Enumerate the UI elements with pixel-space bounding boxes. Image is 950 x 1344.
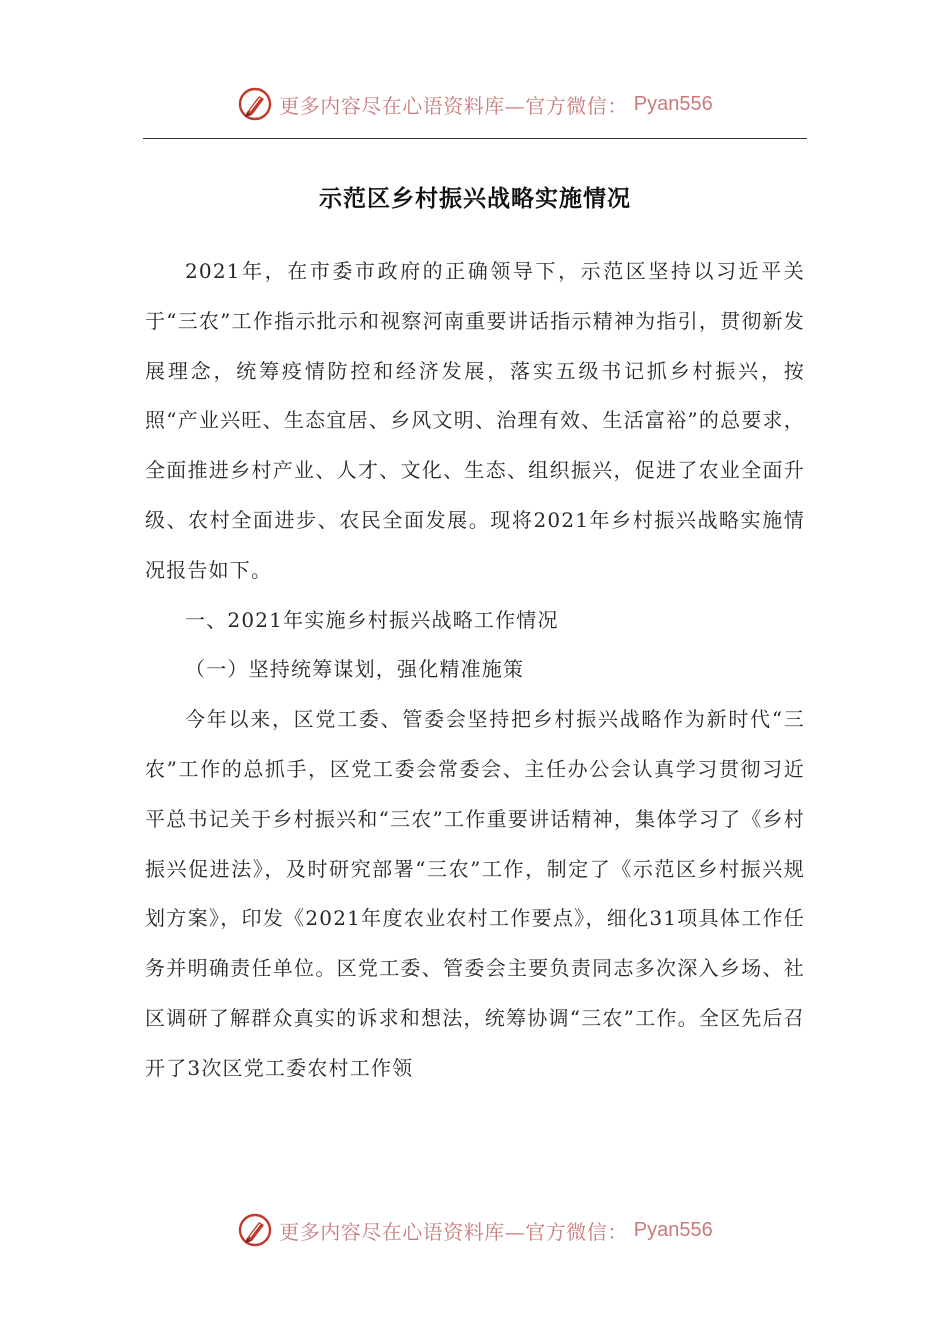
section-heading: 一、2021年实施乡村振兴战略工作情况 (185, 607, 559, 632)
fountain-pen-logo-icon (237, 86, 273, 122)
paragraph-intro: 2021年，在市委市政府的正确领导下，示范区坚持以习近平关于“三农”工作指示批示和视察河南重要讲话指示精神为指引，贯彻新发展理念，统筹疫情防控和经济发展，落实五级书记抓乡村振兴，按照“产业兴旺、生态宜居、乡风文明、治理有效、生活富裕”的总要求，全面推进乡村产业、人才、文化、生态、组织振兴，促进了农业全面升级、农村全面进步、农民全面发展。现将2021年乡村振兴战略实施情况报告如下。 (145, 259, 805, 582)
footer-banner-text: 更多内容尽在心语资料库—官方微信： (279, 1219, 628, 1244)
fountain-pen-logo-icon (237, 1212, 273, 1248)
footer-wechat-id: Pyan556 (633, 1218, 713, 1241)
header-banner (0, 82, 950, 126)
header-divider (143, 138, 807, 139)
footer-banner (0, 1208, 950, 1252)
paragraph-body: 今年以来，区党工委、管委会坚持把乡村振兴战略作为新时代“三农”工作的总抓手，区党工委会常委会、主任办公会认真学习贯彻习近平总书记关于乡村振兴和“三农”工作重要讲话精神，集体学习了《乡村振兴促进法》，及时研究部署“三农”工作，制定了《示范区乡村振兴规划方案》，印发《2021年度农业农村工作要点》，细化31项具体工作任务并明确责任单位。区党工委、管委会主要负责同志多次深入乡场、社区调研了解群众真实的诉求和想法，统筹协调“三农”工作。全区先后召开了3次区党工委农村工作领 (145, 707, 805, 1080)
banner-text: 更多内容尽在心语资料库—官方微信： (279, 93, 628, 118)
document-title: 示范区乡村振兴战略实施情况 (319, 186, 631, 212)
document-body (145, 247, 805, 1094)
subsection-heading: （一）坚持统筹谋划，强化精准施策 (185, 657, 525, 682)
banner-wechat-id: Pyan556 (633, 92, 713, 115)
